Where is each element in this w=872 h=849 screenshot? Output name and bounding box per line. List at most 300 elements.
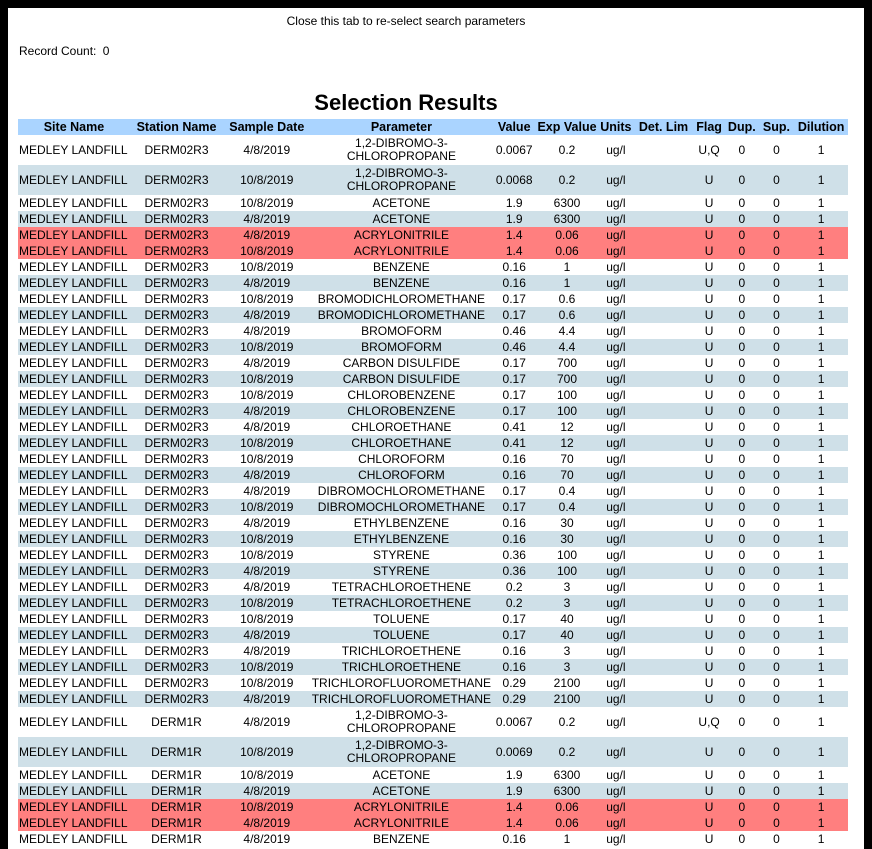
cell-parameter: BENZENE bbox=[310, 831, 492, 847]
cell-station-name: DERM02R3 bbox=[130, 499, 223, 515]
cell-flag: U bbox=[693, 515, 725, 531]
cell-dup: 0 bbox=[725, 675, 759, 691]
cell-dup: 0 bbox=[725, 579, 759, 595]
cell-site-name: MEDLEY LANDFILL bbox=[18, 387, 130, 403]
cell-sample-date: 10/8/2019 bbox=[223, 767, 310, 783]
cell-sup: 0 bbox=[759, 675, 795, 691]
cell-dup: 0 bbox=[725, 783, 759, 799]
cell-station-name: DERM1R bbox=[130, 737, 223, 767]
cell-flag: U bbox=[693, 627, 725, 643]
cell-det-lim bbox=[634, 595, 693, 611]
cell-parameter: ACETONE bbox=[310, 211, 492, 227]
cell-units: ug/l bbox=[598, 767, 634, 783]
cell-exp-value: 12 bbox=[536, 435, 598, 451]
cell-dilution: 1 bbox=[794, 643, 848, 659]
cell-sample-date: 10/8/2019 bbox=[223, 243, 310, 259]
cell-station-name: DERM02R3 bbox=[130, 579, 223, 595]
cell-dilution: 1 bbox=[794, 387, 848, 403]
cell-exp-value: 0.06 bbox=[536, 815, 598, 831]
cell-station-name: DERM02R3 bbox=[130, 371, 223, 387]
cell-parameter: TOLUENE bbox=[310, 627, 492, 643]
cell-station-name: DERM02R3 bbox=[130, 435, 223, 451]
cell-sup: 0 bbox=[759, 483, 795, 499]
cell-units: ug/l bbox=[598, 419, 634, 435]
cell-exp-value: 6300 bbox=[536, 211, 598, 227]
cell-sup: 0 bbox=[759, 547, 795, 563]
cell-flag: U bbox=[693, 211, 725, 227]
cell-station-name: DERM02R3 bbox=[130, 547, 223, 563]
cell-parameter: CHLOROBENZENE bbox=[310, 387, 492, 403]
cell-sup: 0 bbox=[759, 815, 795, 831]
cell-units: ug/l bbox=[598, 135, 634, 165]
cell-parameter: ACRYLONITRILE bbox=[310, 227, 492, 243]
cell-sup: 0 bbox=[759, 451, 795, 467]
cell-sup: 0 bbox=[759, 227, 795, 243]
cell-sup: 0 bbox=[759, 831, 795, 847]
record-count-label: Record Count: bbox=[19, 44, 97, 58]
cell-site-name: MEDLEY LANDFILL bbox=[18, 275, 130, 291]
cell-sup: 0 bbox=[759, 799, 795, 815]
cell-exp-value: 4.4 bbox=[536, 339, 598, 355]
cell-exp-value: 700 bbox=[536, 355, 598, 371]
cell-sample-date: 10/8/2019 bbox=[223, 195, 310, 211]
cell-sample-date: 4/8/2019 bbox=[223, 355, 310, 371]
cell-units: ug/l bbox=[598, 243, 634, 259]
table-row bbox=[18, 243, 848, 259]
cell-site-name: MEDLEY LANDFILL bbox=[18, 659, 130, 675]
cell-parameter: TRICHLOROETHENE bbox=[310, 659, 492, 675]
cell-sample-date: 4/8/2019 bbox=[223, 643, 310, 659]
cell-sup: 0 bbox=[759, 275, 795, 291]
cell-exp-value: 30 bbox=[536, 515, 598, 531]
cell-flag: U bbox=[693, 531, 725, 547]
cell-sample-date: 10/8/2019 bbox=[223, 659, 310, 675]
cell-station-name: DERM02R3 bbox=[130, 211, 223, 227]
cell-flag: U bbox=[693, 371, 725, 387]
table-row bbox=[18, 227, 848, 243]
cell-dup: 0 bbox=[725, 355, 759, 371]
cell-units: ug/l bbox=[598, 531, 634, 547]
cell-det-lim bbox=[634, 291, 693, 307]
cell-flag: U bbox=[693, 307, 725, 323]
cell-units: ug/l bbox=[598, 815, 634, 831]
cell-station-name: DERM1R bbox=[130, 831, 223, 847]
cell-parameter: BENZENE bbox=[310, 259, 492, 275]
cell-dup: 0 bbox=[725, 135, 759, 165]
cell-det-lim bbox=[634, 387, 693, 403]
cell-det-lim bbox=[634, 563, 693, 579]
cell-det-lim bbox=[634, 515, 693, 531]
table-row bbox=[18, 643, 848, 659]
cell-flag: U bbox=[693, 831, 725, 847]
cell-value: 0.2 bbox=[492, 579, 536, 595]
table-row bbox=[18, 737, 848, 767]
cell-sample-date: 4/8/2019 bbox=[223, 627, 310, 643]
cell-exp-value: 3 bbox=[536, 595, 598, 611]
cell-flag: U bbox=[693, 227, 725, 243]
cell-det-lim bbox=[634, 451, 693, 467]
cell-parameter: CHLOROETHANE bbox=[310, 419, 492, 435]
cell-exp-value: 6300 bbox=[536, 767, 598, 783]
cell-sample-date: 10/8/2019 bbox=[223, 499, 310, 515]
cell-flag: U bbox=[693, 611, 725, 627]
cell-exp-value: 30 bbox=[536, 531, 598, 547]
cell-value: 1.4 bbox=[492, 243, 536, 259]
cell-det-lim bbox=[634, 675, 693, 691]
cell-parameter: CHLOROBENZENE bbox=[310, 403, 492, 419]
cell-value: 0.16 bbox=[492, 451, 536, 467]
cell-units: ug/l bbox=[598, 707, 634, 737]
cell-sample-date: 4/8/2019 bbox=[223, 323, 310, 339]
table-row bbox=[18, 579, 848, 595]
cell-dilution: 1 bbox=[794, 195, 848, 211]
cell-parameter: TRICHLOROFLUOROMETHANE bbox=[311, 675, 492, 690]
cell-dilution: 1 bbox=[794, 563, 848, 579]
cell-site-name: MEDLEY LANDFILL bbox=[18, 531, 130, 547]
cell-dup: 0 bbox=[725, 767, 759, 783]
cell-value: 1.9 bbox=[492, 195, 536, 211]
cell-exp-value: 100 bbox=[536, 403, 598, 419]
table-row bbox=[18, 531, 848, 547]
cell-value: 1.9 bbox=[492, 211, 536, 227]
cell-dilution: 1 bbox=[794, 165, 848, 195]
cell-det-lim bbox=[634, 499, 693, 515]
cell-units: ug/l bbox=[598, 165, 634, 195]
cell-det-lim bbox=[634, 275, 693, 291]
cell-units: ug/l bbox=[598, 403, 634, 419]
cell-units: ug/l bbox=[598, 387, 634, 403]
cell-value: 0.0067 bbox=[492, 707, 536, 737]
cell-flag: U bbox=[693, 419, 725, 435]
cell-units: ug/l bbox=[598, 467, 634, 483]
table-row bbox=[18, 691, 848, 707]
cell-flag: U bbox=[693, 659, 725, 675]
cell-sample-date: 10/8/2019 bbox=[223, 387, 310, 403]
cell-site-name: MEDLEY LANDFILL bbox=[18, 135, 130, 165]
cell-det-lim bbox=[634, 467, 693, 483]
cell-site-name: MEDLEY LANDFILL bbox=[18, 435, 130, 451]
cell-parameter: DIBROMOCHLOROMETHANE bbox=[310, 483, 492, 499]
cell-parameter: DIBROMOCHLOROMETHANE bbox=[310, 499, 492, 515]
cell-dilution: 1 bbox=[794, 451, 848, 467]
cell-units: ug/l bbox=[598, 435, 634, 451]
cell-value: 0.36 bbox=[492, 547, 536, 563]
cell-station-name: DERM02R3 bbox=[130, 275, 223, 291]
cell-parameter: CARBON DISULFIDE bbox=[310, 371, 492, 387]
cell-parameter: ACRYLONITRILE bbox=[310, 243, 492, 259]
table-row bbox=[18, 435, 848, 451]
table-row bbox=[18, 307, 848, 323]
cell-sup: 0 bbox=[759, 339, 795, 355]
cell-dup: 0 bbox=[725, 467, 759, 483]
cell-dilution: 1 bbox=[794, 307, 848, 323]
cell-dilution: 1 bbox=[794, 707, 848, 737]
cell-det-lim bbox=[634, 307, 693, 323]
cell-det-lim bbox=[634, 643, 693, 659]
cell-sup: 0 bbox=[759, 737, 795, 767]
cell-units: ug/l bbox=[598, 483, 634, 499]
cell-dup: 0 bbox=[725, 339, 759, 355]
cell-station-name: DERM1R bbox=[130, 783, 223, 799]
table-body bbox=[18, 135, 848, 847]
cell-site-name: MEDLEY LANDFILL bbox=[18, 291, 130, 307]
cell-dilution: 1 bbox=[794, 323, 848, 339]
record-count bbox=[19, 44, 109, 58]
cell-sup: 0 bbox=[759, 211, 795, 227]
cell-units: ug/l bbox=[598, 515, 634, 531]
cell-units: ug/l bbox=[598, 291, 634, 307]
cell-exp-value: 0.06 bbox=[536, 243, 598, 259]
cell-parameter: ACETONE bbox=[310, 195, 492, 211]
cell-station-name: DERM02R3 bbox=[130, 259, 223, 275]
cell-value: 1.9 bbox=[492, 767, 536, 783]
cell-dup: 0 bbox=[725, 643, 759, 659]
cell-flag: U bbox=[693, 435, 725, 451]
cell-dup: 0 bbox=[725, 259, 759, 275]
cell-dilution: 1 bbox=[794, 815, 848, 831]
cell-det-lim bbox=[634, 259, 693, 275]
cell-sup: 0 bbox=[759, 259, 795, 275]
table-row bbox=[18, 783, 848, 799]
cell-flag: U bbox=[693, 387, 725, 403]
cell-sample-date: 4/8/2019 bbox=[223, 783, 310, 799]
cell-site-name: MEDLEY LANDFILL bbox=[18, 403, 130, 419]
cell-parameter: 1,2-DIBROMO-3-CHLOROPROPANE bbox=[310, 707, 492, 737]
column-header-dup: Dup. bbox=[725, 119, 759, 135]
cell-sup: 0 bbox=[759, 691, 795, 707]
cell-exp-value: 4.4 bbox=[536, 323, 598, 339]
cell-dup: 0 bbox=[725, 435, 759, 451]
cell-sup: 0 bbox=[759, 165, 795, 195]
cell-station-name: DERM02R3 bbox=[130, 403, 223, 419]
cell-site-name: MEDLEY LANDFILL bbox=[18, 467, 130, 483]
cell-dilution: 1 bbox=[794, 783, 848, 799]
cell-flag: U bbox=[693, 259, 725, 275]
cell-units: ug/l bbox=[598, 611, 634, 627]
cell-site-name: MEDLEY LANDFILL bbox=[18, 691, 130, 707]
cell-sup: 0 bbox=[759, 515, 795, 531]
cell-flag: U bbox=[693, 403, 725, 419]
cell-parameter: CARBON DISULFIDE bbox=[310, 355, 492, 371]
cell-station-name: DERM02R3 bbox=[130, 515, 223, 531]
cell-dilution: 1 bbox=[794, 135, 848, 165]
cell-site-name: MEDLEY LANDFILL bbox=[18, 307, 130, 323]
cell-value: 0.29 bbox=[492, 675, 536, 691]
cell-value: 0.16 bbox=[492, 275, 536, 291]
cell-exp-value: 1 bbox=[536, 831, 598, 847]
cell-site-name: MEDLEY LANDFILL bbox=[18, 259, 130, 275]
cell-sample-date: 10/8/2019 bbox=[223, 595, 310, 611]
cell-dup: 0 bbox=[725, 515, 759, 531]
cell-station-name: DERM02R3 bbox=[130, 195, 223, 211]
table-row bbox=[18, 323, 848, 339]
cell-station-name: DERM02R3 bbox=[130, 323, 223, 339]
cell-station-name: DERM02R3 bbox=[130, 675, 223, 691]
cell-det-lim bbox=[634, 831, 693, 847]
column-header-units: Units bbox=[598, 119, 634, 135]
cell-site-name: MEDLEY LANDFILL bbox=[18, 675, 130, 691]
cell-station-name: DERM02R3 bbox=[130, 483, 223, 499]
cell-station-name: DERM02R3 bbox=[130, 387, 223, 403]
cell-flag: U bbox=[693, 165, 725, 195]
table-row bbox=[18, 291, 848, 307]
cell-value: 0.17 bbox=[492, 499, 536, 515]
cell-dilution: 1 bbox=[794, 611, 848, 627]
cell-parameter: CHLOROFORM bbox=[310, 451, 492, 467]
cell-exp-value: 3 bbox=[536, 643, 598, 659]
cell-station-name: DERM02R3 bbox=[130, 627, 223, 643]
cell-sample-date: 4/8/2019 bbox=[223, 275, 310, 291]
cell-dilution: 1 bbox=[794, 499, 848, 515]
cell-dup: 0 bbox=[725, 291, 759, 307]
results-page bbox=[8, 8, 864, 849]
cell-sup: 0 bbox=[759, 499, 795, 515]
cell-units: ug/l bbox=[598, 451, 634, 467]
cell-flag: U bbox=[693, 275, 725, 291]
cell-sample-date: 10/8/2019 bbox=[223, 451, 310, 467]
table-row bbox=[18, 799, 848, 815]
cell-dup: 0 bbox=[725, 403, 759, 419]
cell-value: 0.16 bbox=[492, 259, 536, 275]
cell-value: 0.0069 bbox=[492, 737, 536, 767]
cell-exp-value: 1 bbox=[536, 259, 598, 275]
table-row bbox=[18, 211, 848, 227]
cell-sup: 0 bbox=[759, 387, 795, 403]
cell-units: ug/l bbox=[598, 323, 634, 339]
cell-sup: 0 bbox=[759, 467, 795, 483]
cell-sample-date: 10/8/2019 bbox=[223, 291, 310, 307]
cell-units: ug/l bbox=[598, 783, 634, 799]
cell-det-lim bbox=[634, 195, 693, 211]
cell-flag: U bbox=[693, 339, 725, 355]
cell-sample-date: 4/8/2019 bbox=[223, 211, 310, 227]
cell-units: ug/l bbox=[598, 307, 634, 323]
cell-station-name: DERM02R3 bbox=[130, 339, 223, 355]
cell-parameter: STYRENE bbox=[310, 563, 492, 579]
cell-dup: 0 bbox=[725, 595, 759, 611]
cell-dup: 0 bbox=[725, 227, 759, 243]
cell-dilution: 1 bbox=[794, 579, 848, 595]
table-row bbox=[18, 611, 848, 627]
cell-station-name: DERM1R bbox=[130, 799, 223, 815]
cell-parameter: 1,2-DIBROMO-3-CHLOROPROPANE bbox=[310, 737, 492, 767]
cell-value: 1.4 bbox=[492, 799, 536, 815]
cell-value: 0.17 bbox=[492, 307, 536, 323]
cell-station-name: DERM02R3 bbox=[130, 451, 223, 467]
table-row bbox=[18, 371, 848, 387]
cell-det-lim bbox=[634, 355, 693, 371]
table-row bbox=[18, 451, 848, 467]
cell-dilution: 1 bbox=[794, 419, 848, 435]
cell-parameter: ETHYLBENZENE bbox=[310, 515, 492, 531]
cell-units: ug/l bbox=[598, 627, 634, 643]
results-table bbox=[18, 119, 848, 847]
cell-exp-value: 40 bbox=[536, 611, 598, 627]
cell-station-name: DERM02R3 bbox=[130, 611, 223, 627]
cell-parameter: BROMODICHLOROMETHANE bbox=[310, 291, 492, 307]
cell-site-name: MEDLEY LANDFILL bbox=[18, 627, 130, 643]
cell-parameter: CHLOROETHANE bbox=[310, 435, 492, 451]
cell-dilution: 1 bbox=[794, 691, 848, 707]
cell-exp-value: 12 bbox=[536, 419, 598, 435]
table-row bbox=[18, 419, 848, 435]
cell-dilution: 1 bbox=[794, 531, 848, 547]
cell-dup: 0 bbox=[725, 627, 759, 643]
cell-dilution: 1 bbox=[794, 675, 848, 691]
table-row bbox=[18, 387, 848, 403]
cell-det-lim bbox=[634, 531, 693, 547]
cell-dilution: 1 bbox=[794, 767, 848, 783]
cell-sup: 0 bbox=[759, 323, 795, 339]
cell-sup: 0 bbox=[759, 195, 795, 211]
cell-value: 0.46 bbox=[492, 323, 536, 339]
cell-det-lim bbox=[634, 135, 693, 165]
cell-exp-value: 1 bbox=[536, 275, 598, 291]
cell-det-lim bbox=[634, 707, 693, 737]
cell-station-name: DERM02R3 bbox=[130, 531, 223, 547]
cell-det-lim bbox=[634, 419, 693, 435]
cell-sup: 0 bbox=[759, 767, 795, 783]
cell-parameter: TOLUENE bbox=[310, 611, 492, 627]
table-header-row bbox=[18, 119, 848, 135]
cell-value: 0.17 bbox=[492, 627, 536, 643]
cell-dilution: 1 bbox=[794, 627, 848, 643]
cell-det-lim bbox=[634, 371, 693, 387]
table-row bbox=[18, 767, 848, 783]
cell-site-name: MEDLEY LANDFILL bbox=[18, 579, 130, 595]
cell-site-name: MEDLEY LANDFILL bbox=[18, 323, 130, 339]
cell-units: ug/l bbox=[598, 659, 634, 675]
cell-dup: 0 bbox=[725, 499, 759, 515]
table-row bbox=[18, 483, 848, 499]
cell-site-name: MEDLEY LANDFILL bbox=[18, 419, 130, 435]
cell-value: 0.17 bbox=[492, 355, 536, 371]
cell-value: 0.16 bbox=[492, 659, 536, 675]
cell-flag: U bbox=[693, 243, 725, 259]
cell-dup: 0 bbox=[725, 737, 759, 767]
cell-dilution: 1 bbox=[794, 595, 848, 611]
cell-station-name: DERM02R3 bbox=[130, 291, 223, 307]
cell-flag: U bbox=[693, 767, 725, 783]
cell-flag: U bbox=[693, 799, 725, 815]
cell-det-lim bbox=[634, 691, 693, 707]
cell-det-lim bbox=[634, 783, 693, 799]
cell-dup: 0 bbox=[725, 323, 759, 339]
cell-sample-date: 10/8/2019 bbox=[223, 371, 310, 387]
cell-value: 0.41 bbox=[492, 419, 536, 435]
cell-det-lim bbox=[634, 547, 693, 563]
cell-units: ug/l bbox=[598, 275, 634, 291]
cell-exp-value: 0.4 bbox=[536, 499, 598, 515]
cell-exp-value: 0.6 bbox=[536, 307, 598, 323]
cell-parameter: BENZENE bbox=[310, 275, 492, 291]
cell-dup: 0 bbox=[725, 211, 759, 227]
table-row bbox=[18, 259, 848, 275]
cell-exp-value: 100 bbox=[536, 563, 598, 579]
cell-flag: U bbox=[693, 563, 725, 579]
cell-sup: 0 bbox=[759, 419, 795, 435]
cell-sample-date: 10/8/2019 bbox=[223, 737, 310, 767]
cell-sample-date: 4/8/2019 bbox=[223, 831, 310, 847]
cell-site-name: MEDLEY LANDFILL bbox=[18, 165, 130, 195]
cell-value: 0.16 bbox=[492, 531, 536, 547]
cell-dup: 0 bbox=[725, 563, 759, 579]
cell-value: 0.41 bbox=[492, 435, 536, 451]
cell-sample-date: 4/8/2019 bbox=[223, 515, 310, 531]
cell-parameter: ACETONE bbox=[310, 783, 492, 799]
cell-det-lim bbox=[634, 165, 693, 195]
cell-exp-value: 2100 bbox=[536, 691, 598, 707]
